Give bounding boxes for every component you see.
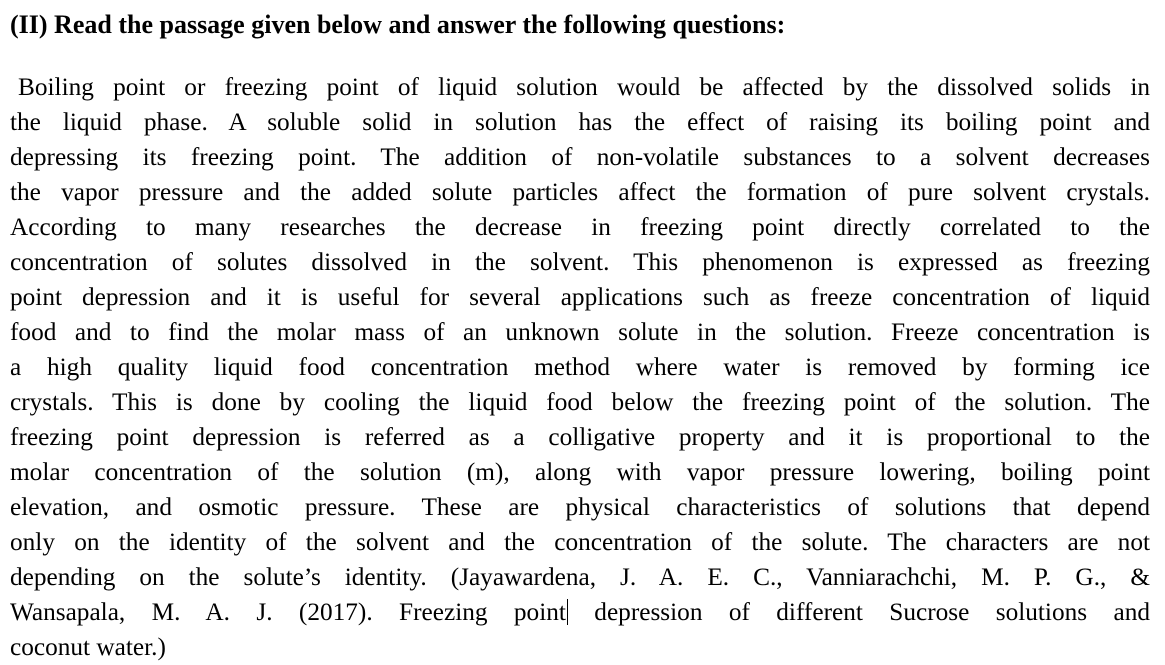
document-page [10,8,1150,661]
passage-line: the vapor pressure and the added solute particles affect the formation of pure solvent crystals. [10,178,1150,206]
passage-line: Boiling point or freezing point of liquid solution would be affected by the dissolved solids in [18,73,1150,101]
passage-line: food and to find the molar mass of an unknown solute in the solution. Freeze concentration is [10,318,1150,346]
passage-line: concentration of solutes dissolved in the solvent. This phenomenon is expressed as freezing [10,248,1150,276]
passage-line: depending on the solute’s identity. (Jayawardena, J. A. E. C., Vanniarachchi, M. P. G., & [10,563,1150,591]
passage-line: depressing its freezing point. The addition of non-volatile substances to a solvent decreases [10,143,1150,171]
passage-line: crystals. This is done by cooling the liquid food below the freezing point of the solution. The [10,388,1150,416]
line-text-after-cursor: depression of different Sucrose solutions and [567,598,1150,626]
passage [10,70,1150,665]
passage-line: freezing point depression is referred as a colligative property and it is proportional to the [10,423,1150,451]
passage-line: elevation, and osmotic pressure. These are physical characteristics of solutions that depend [10,493,1150,521]
passage-line: coconut water.) [10,633,166,661]
passage-line: a high quality liquid food concentration method where water is removed by forming ice [10,353,1150,381]
line-text-before-cursor: Wansapala, M. A. J. (2017). Freezing point [10,598,566,626]
question-heading: (II) Read the passage given below and answer the following questions: [10,10,786,39]
passage-line: point depression and it is useful for several applications such as freeze concentration of liquid [10,283,1150,311]
passage-line: According to many researches the decrease in freezing point directly correlated to the [10,213,1150,241]
passage-line: only on the identity of the solvent and the concentration of the solute. The characters are not [10,528,1150,556]
passage-line-with-cursor[interactable] [10,595,1150,630]
passage-line: the liquid phase. A soluble solid in solution has the effect of raising its boiling point and [10,108,1150,136]
passage-line: molar concentration of the solution (m), along with vapor pressure lowering, boiling point [10,458,1150,486]
